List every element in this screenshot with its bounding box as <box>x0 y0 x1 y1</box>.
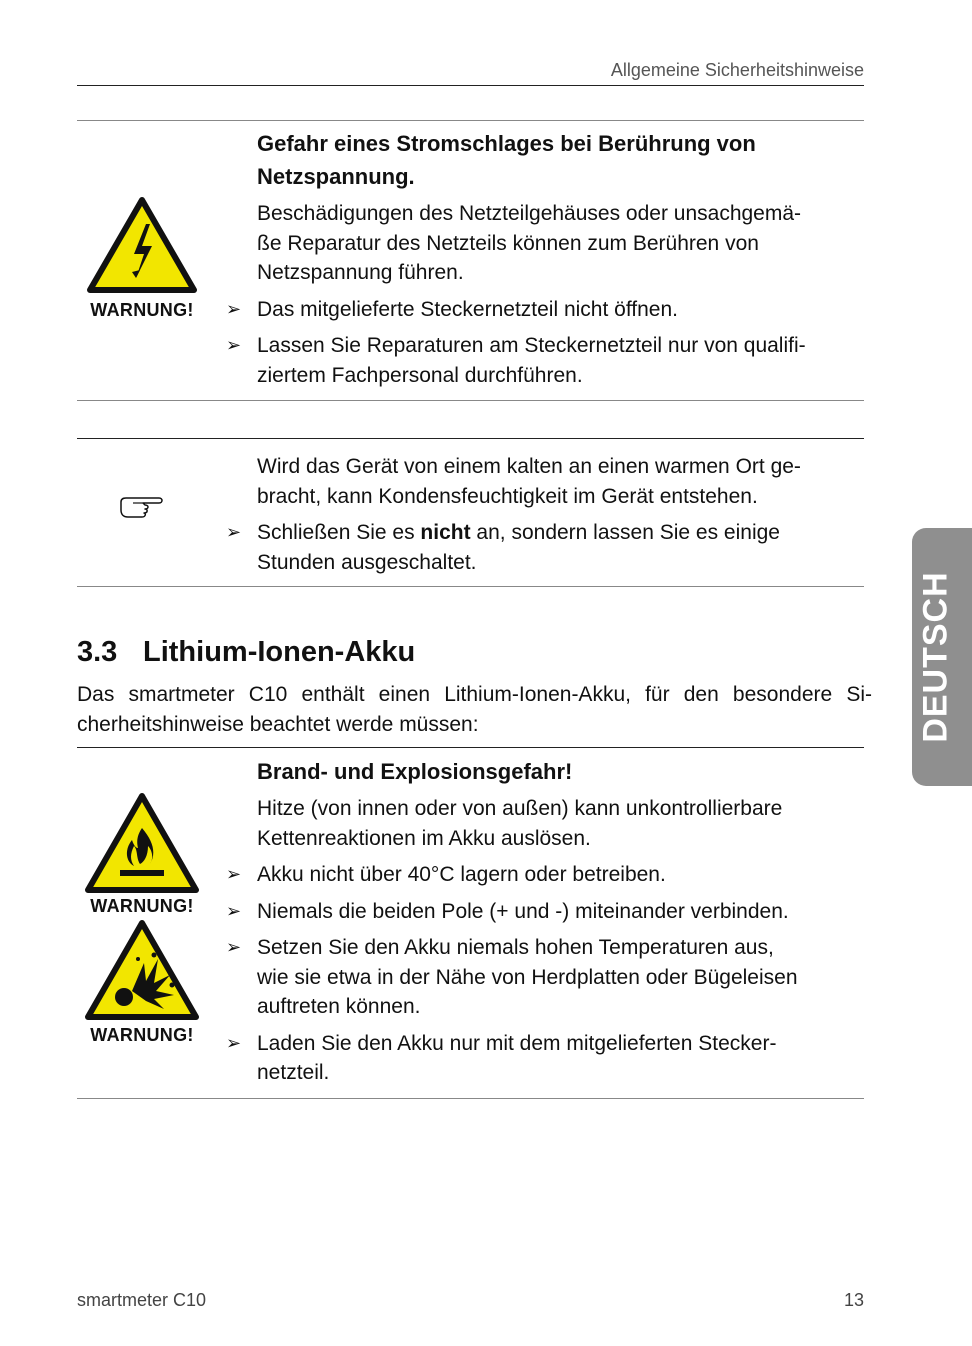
explosive-warning-icon <box>84 919 200 1021</box>
paragraph-line: Kettenreaktionen im Akku auslösen. <box>257 826 591 850</box>
note-paragraph <box>226 452 866 511</box>
fire-warning-icon-column <box>77 792 207 1046</box>
arrow-bullet-icon: ➢ <box>226 335 242 355</box>
section-title: Lithium-Ionen-Akku <box>143 636 416 668</box>
bullet-text: Setzen Sie den Akku niemals hohen Temperaturen aus, <box>257 936 774 959</box>
electric-warning-content <box>226 127 866 390</box>
fire-warning-paragraph <box>226 794 866 853</box>
paragraph-line: Beschädigungen des Netzteilgehäuses oder unsachgemä- <box>257 202 802 225</box>
note-bottom-rule <box>77 586 864 587</box>
electric-warning-paragraph <box>226 199 866 288</box>
arrow-bullet-icon: ➢ <box>226 522 242 542</box>
pointing-hand-icon <box>119 494 165 520</box>
electric-warning-icon-column <box>77 196 207 321</box>
warning-label: WARNUNG! <box>90 300 194 320</box>
electric-warning-title <box>226 127 866 193</box>
bullet-item <box>226 897 866 927</box>
paragraph-line: ße Reparatur des Netzteils können zum Berühren von <box>257 231 759 255</box>
title-line: Netzspannung. <box>257 164 415 189</box>
fire-block-bottom-rule <box>77 1098 864 1099</box>
bullet-item <box>226 295 866 325</box>
arrow-bullet-icon: ➢ <box>226 864 242 884</box>
note-content <box>226 452 866 577</box>
arrow-bullet-icon: ➢ <box>226 1032 242 1053</box>
electric-shock-warning-icon <box>86 196 198 294</box>
fire-warning-title: Brand- und Explosionsgefahr! <box>257 759 573 784</box>
note-icon-column <box>77 494 207 520</box>
intro-line: cherheitshinweise beachtet werde müssen: <box>77 712 479 736</box>
bullet-text: Lassen Sie Reparaturen am Steckernetzteil nur von qualifi- <box>257 334 806 357</box>
fire-warning-content <box>226 755 866 1088</box>
bullet-text: netzteil. <box>257 1061 330 1084</box>
header-rule <box>77 85 864 86</box>
bullet-item <box>226 331 866 390</box>
bullet-item <box>226 1029 866 1088</box>
bullet-item <box>226 860 866 890</box>
bullet-text-emphasis: nicht <box>420 521 471 544</box>
block-bottom-rule <box>77 400 864 401</box>
bullet-text: auftreten können. <box>257 995 421 1018</box>
title-line: Gefahr eines Stromschlages bei Berührung von <box>257 131 756 156</box>
paragraph-line: Hitze (von innen oder von außen) kann unkontrollierbare <box>257 797 783 820</box>
bullet-item <box>226 518 866 577</box>
flammable-warning-icon <box>84 792 200 894</box>
warning-label: WARNUNG! <box>90 896 194 916</box>
bullet-text: Laden Sie den Akku nur mit dem mitgelieferten Stecker- <box>257 1031 777 1055</box>
bullet-text: Niemals die beiden Pole (+ und -) miteinander verbinden. <box>257 899 789 923</box>
header-title: Allgemeine Sicherheitshinweise <box>610 60 864 80</box>
section-intro <box>77 680 872 739</box>
arrow-bullet-icon: ➢ <box>226 937 242 957</box>
paragraph-line: bracht, kann Kondensfeuchtigkeit im Gerät entstehen. <box>257 484 758 508</box>
language-side-tab <box>912 528 972 786</box>
paragraph-line: Netzspannung führen. <box>257 261 464 284</box>
bullet-text: ziertem Fachpersonal durchführen. <box>257 363 583 387</box>
bullet-item <box>226 933 866 1022</box>
language-tab-label: DEUTSCH <box>916 571 955 743</box>
arrow-bullet-icon: ➢ <box>226 298 242 319</box>
footer-page-number: 13 <box>843 1290 864 1310</box>
note-top-rule <box>77 438 864 439</box>
bullet-text: Stunden ausgeschaltet. <box>257 550 477 574</box>
bullet-text: wie sie etwa in der Nähe von Herdplatten oder Bügeleisen <box>257 965 798 989</box>
section-heading <box>77 636 415 669</box>
paragraph-line: Wird das Gerät von einem kalten an einen warmen Ort ge- <box>257 455 801 478</box>
section-number: 3.3 <box>77 636 118 668</box>
block-top-rule <box>77 120 864 121</box>
bullet-text-start: Schließen Sie es <box>257 521 421 544</box>
intro-line: Das smartmeter C10 enthält einen Lithium-Ionen-Akku, für den besondere Si- <box>77 683 872 706</box>
bullet-text-end: an, sondern lassen Sie es einige <box>470 521 780 544</box>
bullet-text: Akku nicht über 40°C lagern oder betreiben. <box>257 863 666 886</box>
bullet-text: Das mitgelieferte Steckernetzteil nicht öffnen. <box>257 297 678 321</box>
warning-label: WARNUNG! <box>90 1025 194 1045</box>
arrow-bullet-icon: ➢ <box>226 900 242 921</box>
fire-block-top-rule <box>77 747 864 748</box>
bullet-text <box>257 518 866 548</box>
footer-product: smartmeter C10 <box>77 1290 207 1310</box>
